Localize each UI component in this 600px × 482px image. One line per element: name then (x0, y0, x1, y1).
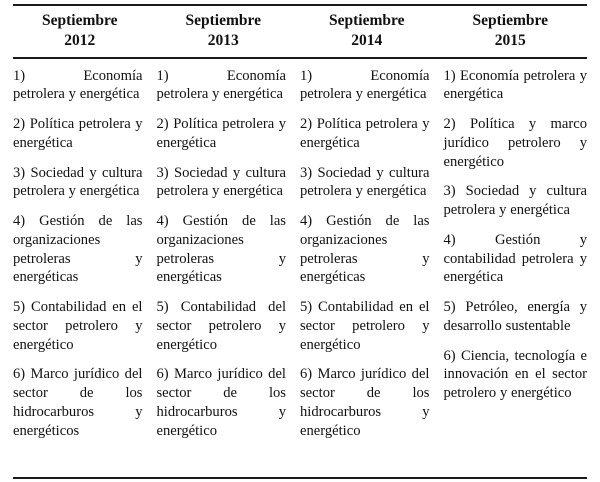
column-cell-2012 (13, 59, 157, 445)
column-header-month-2015: Septiembre (472, 12, 548, 29)
column-header-month-2014: Septiembre (329, 12, 405, 29)
column-cell-2015 (444, 59, 588, 445)
comparison-table-body (13, 59, 587, 445)
column-header-month-2012: Septiembre (42, 12, 118, 29)
list-item: 6) Marco jurídico del sector de los hidrocarburos y energético (300, 366, 430, 439)
column-header-2014 (300, 6, 444, 57)
list-item: 4) Gestión de las organizaciones petroleras y energéticas (13, 213, 143, 286)
column-header-2015 (444, 6, 588, 57)
column-header-year-2015: 2015 (494, 31, 526, 49)
list-item: 1) Economía petrolera y energética (156, 67, 286, 103)
list-item: 2) Política petrolera y energética (13, 116, 143, 151)
list-item: 2) Política y marco jurídico petrolero y energético (443, 116, 587, 170)
column-header-2012 (13, 6, 157, 57)
list-item: 6) Marco jurídico del sector de los hidrocarburos y energéticos (13, 366, 143, 439)
column-cell-2013 (157, 59, 301, 445)
column-header-year-2012: 2012 (64, 31, 96, 49)
list-item: 3) Sociedad y cultura petrolera y energética (443, 183, 587, 219)
list-item: 1) Economía petrolera y energética (443, 67, 587, 103)
list-item: 1) Economía petrolera y energética (300, 67, 430, 103)
list-item: 6) Ciencia, tecnología e innovación en el sector petrolero y energético (443, 347, 587, 402)
list-item: 5) Contabilidad en el sector petrolero y energético (13, 299, 143, 353)
comparison-table (13, 6, 587, 57)
list-item: 5) Petróleo, energía y desarrollo sustentable (443, 299, 587, 334)
list-item: 2) Política petrolera y energética (156, 116, 286, 151)
list-item: 4) Gestión de las organizaciones petroleras y energéticas (156, 213, 286, 286)
list-item: 5) Contabilidad del sector petrolero y energético (156, 299, 286, 353)
column-header-year-2014: 2014 (351, 31, 383, 49)
list-item: 5) Contabilidad en el sector petrolero y energético (300, 299, 430, 353)
table-header-row (13, 6, 587, 57)
table-bottom-rule (13, 477, 587, 479)
list-item: 4) Gestión y contabilidad petrolera y energética (443, 231, 587, 286)
column-header-month-2013: Septiembre (185, 12, 261, 29)
comparison-table-container (0, 4, 600, 482)
list-item: 3) Sociedad y cultura petrolera y energética (156, 164, 286, 200)
list-item: 2) Política petrolera y energética (300, 116, 430, 151)
list-item: 6) Marco jurídico del sector de los hidrocarburos y energético (156, 366, 286, 439)
column-header-year-2013: 2013 (207, 31, 239, 49)
column-header-2013 (157, 6, 301, 57)
column-cell-2014 (300, 59, 444, 445)
list-item: 1) Economía petrolera y energética (13, 67, 143, 103)
list-item: 3) Sociedad y cultura petrolera y energética (300, 164, 430, 200)
table-row (13, 59, 587, 445)
list-item: 4) Gestión de las organizaciones petroleras y energéticas (300, 213, 430, 286)
list-item: 3) Sociedad y cultura petrolera y energética (13, 164, 143, 200)
